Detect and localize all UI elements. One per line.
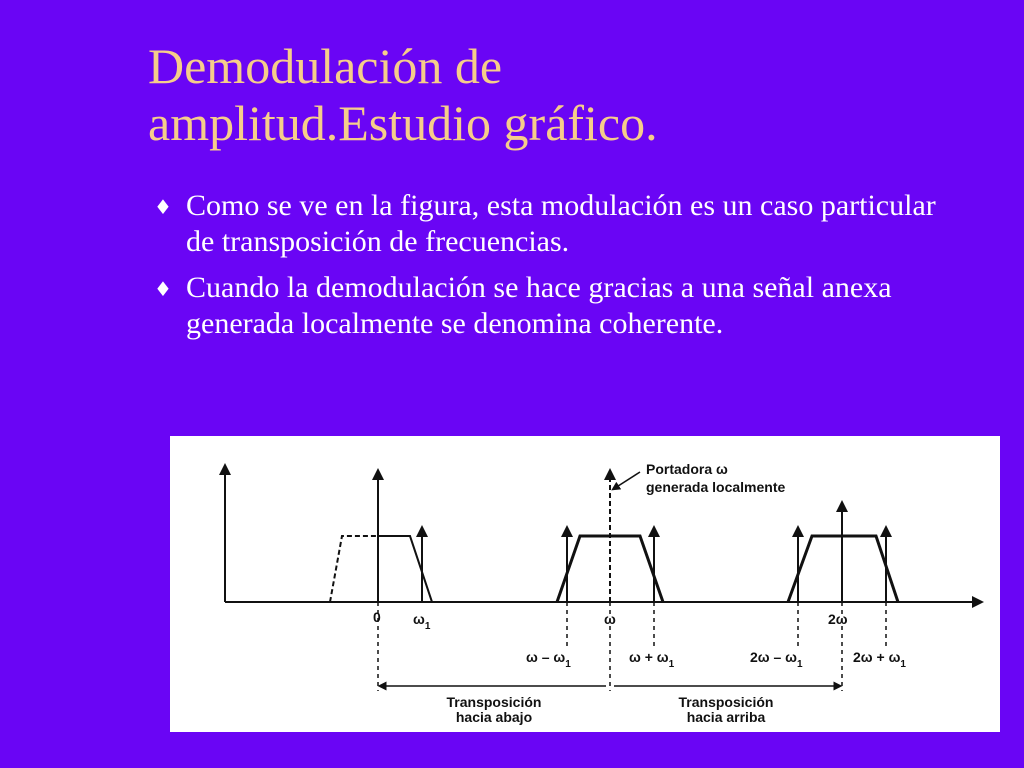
label-w-plus-w1: $\omega + \omega_1$	[629, 649, 675, 670]
slide-title	[148, 38, 1008, 152]
label-zero: 0	[373, 609, 381, 625]
diamond-bullet-icon: ♦	[154, 195, 172, 219]
bullet-item	[154, 270, 946, 342]
label-2w-minus-w1: $2\omega - \omega_1$	[750, 649, 803, 670]
carrier-note-line-1: Portadora ω	[646, 461, 728, 477]
bullet-item	[154, 188, 946, 260]
label-w1: $\omega_1$	[413, 611, 431, 632]
bullet-text: Cuando la demodulación se hace gracias a una señal anexa generada localmente se denomina coherente.	[186, 271, 892, 340]
transposition-down-line-2: hacia abajo	[455, 709, 533, 725]
label-w-minus-w1: ω – $\omega_1$	[526, 649, 571, 670]
transposition-up-line-1: Transposición	[678, 694, 774, 710]
spectrum-diagram	[170, 436, 1000, 732]
title-line-1: Demodulación de	[148, 38, 503, 94]
transposition-up-line-2: hacia arriba	[686, 709, 766, 725]
bullet-text: Como se ve en la figura, esta modulación es un caso particular de transposición de frecuencias.	[186, 189, 936, 258]
label-two-omega: 2ω	[828, 611, 848, 627]
frequency-transposition-figure	[170, 436, 1000, 732]
bullet-list	[154, 188, 974, 352]
label-omega: ω	[604, 611, 616, 627]
figure-background	[170, 436, 1000, 732]
label-2w-plus-w1: $2\omega + \omega_1$	[853, 649, 906, 670]
transposition-down-line-1: Transposición	[446, 694, 542, 710]
title-line-2: amplitud.Estudio gráfico.	[148, 95, 658, 151]
carrier-note-line-2: generada localmente	[646, 479, 786, 495]
diamond-bullet-icon: ♦	[154, 277, 172, 301]
